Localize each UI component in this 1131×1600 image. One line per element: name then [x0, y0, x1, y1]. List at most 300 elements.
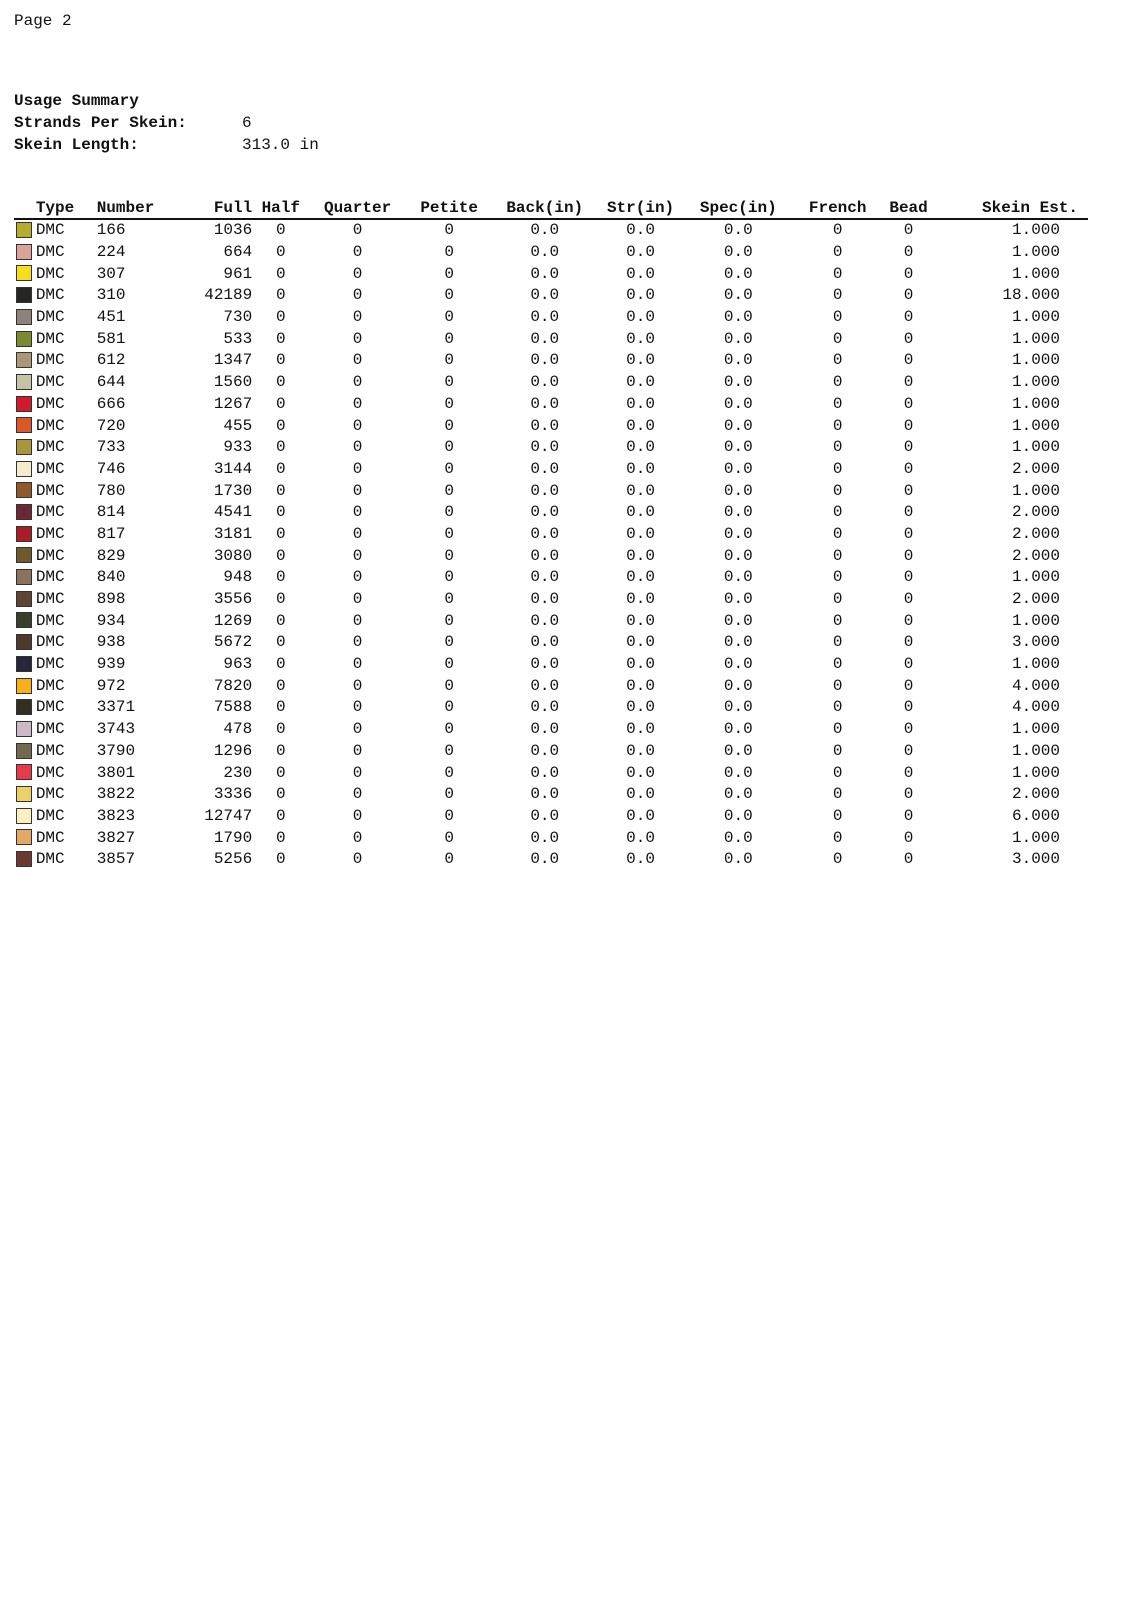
cell-petite: 0	[444, 481, 454, 500]
cell-swatch	[14, 480, 36, 502]
cell-quarter: 0	[352, 329, 363, 348]
cell-quarter: 0	[352, 655, 363, 674]
cell-spec: 0.0	[723, 503, 753, 522]
table-row	[14, 242, 1088, 264]
cell-number: 898	[96, 590, 126, 609]
cell-str: 0.0	[626, 308, 655, 327]
cell-str: 0.0	[626, 655, 655, 674]
cell-back: 0.0	[530, 481, 560, 500]
cell-swatch	[14, 502, 36, 524]
cell-bead: 0	[903, 524, 914, 543]
cell-petite: 0	[444, 438, 454, 457]
cell-full: 948	[223, 568, 253, 587]
cell-back: 0.0	[530, 329, 560, 348]
cell-skein-est: 1.000	[1011, 308, 1060, 327]
cell-bead: 0	[903, 763, 914, 782]
cell-bead: 0	[903, 590, 914, 609]
cell-type: DMC	[35, 416, 65, 435]
cell-quarter: 0	[352, 308, 363, 327]
cell-str: 0.0	[626, 394, 655, 413]
cell-french: 0	[832, 373, 843, 392]
cell-full: 4541	[213, 503, 253, 522]
cell-french: 0	[832, 676, 843, 695]
cell-type: DMC	[35, 676, 65, 695]
cell-number: 840	[96, 568, 126, 587]
cell-quarter: 0	[352, 481, 363, 500]
cell-half: 0	[275, 676, 286, 695]
cell-swatch	[14, 372, 36, 394]
cell-petite: 0	[444, 763, 454, 782]
cell-back: 0.0	[530, 611, 560, 630]
cell-swatch	[14, 827, 36, 849]
color-swatch	[16, 569, 32, 585]
color-swatch	[16, 482, 32, 498]
cell-number: 166	[96, 221, 126, 240]
cell-spec: 0.0	[723, 785, 753, 804]
cell-quarter: 0	[352, 264, 363, 283]
cell-number: 3822	[96, 785, 136, 804]
cell-spec: 0.0	[723, 308, 753, 327]
cell-full: 730	[223, 308, 253, 327]
cell-half: 0	[275, 243, 286, 262]
cell-bead: 0	[903, 329, 914, 348]
cell-quarter: 0	[352, 763, 363, 782]
table-row	[14, 545, 1088, 567]
cell-bead: 0	[903, 308, 914, 327]
cell-str: 0.0	[626, 373, 655, 392]
cell-quarter: 0	[352, 850, 363, 869]
cell-type: DMC	[35, 394, 65, 413]
cell-spec: 0.0	[723, 590, 753, 609]
cell-french: 0	[832, 633, 843, 652]
color-swatch	[16, 721, 32, 737]
cell-skein-est: 1.000	[1011, 351, 1060, 370]
cell-quarter: 0	[352, 633, 363, 652]
cell-type: DMC	[35, 590, 65, 609]
color-swatch	[16, 808, 32, 824]
cell-back: 0.0	[530, 741, 560, 760]
cell-swatch	[14, 762, 36, 784]
cell-spec: 0.0	[723, 329, 753, 348]
cell-petite: 0	[444, 416, 454, 435]
cell-number: 612	[96, 351, 126, 370]
cell-back: 0.0	[530, 438, 560, 457]
cell-type: DMC	[35, 806, 65, 825]
cell-str: 0.0	[626, 286, 655, 305]
cell-number: 310	[96, 286, 126, 305]
table-row	[14, 849, 1088, 871]
color-swatch	[16, 331, 32, 347]
cell-skein-est: 1.000	[1011, 655, 1060, 674]
cell-str: 0.0	[626, 676, 655, 695]
cell-skein-est: 1.000	[1011, 221, 1060, 240]
cell-bead: 0	[903, 806, 914, 825]
table-row	[14, 589, 1088, 611]
cell-back: 0.0	[530, 850, 560, 869]
cell-half: 0	[275, 264, 286, 283]
cell-quarter: 0	[352, 416, 363, 435]
cell-back: 0.0	[530, 828, 560, 847]
cell-full: 1036	[213, 221, 253, 240]
color-swatch	[16, 634, 32, 650]
cell-half: 0	[275, 785, 286, 804]
cell-half: 0	[275, 416, 286, 435]
cell-back: 0.0	[530, 698, 560, 717]
cell-half: 0	[275, 459, 286, 478]
cell-str: 0.0	[626, 438, 655, 457]
cell-half: 0	[275, 503, 286, 522]
cell-swatch	[14, 567, 36, 589]
color-swatch	[16, 547, 32, 563]
cell-swatch	[14, 415, 36, 437]
color-swatch	[16, 504, 32, 520]
cell-back: 0.0	[530, 763, 560, 782]
cell-type: DMC	[35, 611, 65, 630]
header-half: Half	[252, 198, 309, 219]
cell-french: 0	[832, 590, 843, 609]
cell-swatch	[14, 437, 36, 459]
cell-spec: 0.0	[723, 741, 753, 760]
table-row	[14, 437, 1088, 459]
cell-bead: 0	[903, 698, 914, 717]
color-swatch	[16, 461, 32, 477]
cell-bead: 0	[903, 655, 914, 674]
header-french: French	[793, 198, 883, 219]
cell-full: 230	[223, 763, 253, 782]
color-swatch	[16, 374, 32, 390]
cell-spec: 0.0	[723, 720, 753, 739]
cell-french: 0	[832, 763, 843, 782]
cell-type: DMC	[35, 503, 65, 522]
cell-swatch	[14, 219, 36, 242]
cell-quarter: 0	[352, 828, 363, 847]
cell-back: 0.0	[530, 503, 560, 522]
cell-quarter: 0	[352, 438, 363, 457]
table-row	[14, 827, 1088, 849]
color-swatch	[16, 699, 32, 715]
cell-type: DMC	[35, 308, 65, 327]
cell-spec: 0.0	[723, 264, 753, 283]
cell-swatch	[14, 307, 36, 329]
cell-str: 0.0	[626, 524, 655, 543]
header-quarter: Quarter	[309, 198, 406, 219]
cell-bead: 0	[903, 243, 914, 262]
cell-quarter: 0	[352, 611, 363, 630]
cell-type: DMC	[35, 438, 65, 457]
cell-full: 961	[223, 264, 253, 283]
table-row	[14, 654, 1088, 676]
cell-swatch	[14, 849, 36, 871]
cell-swatch	[14, 394, 36, 416]
cell-type: DMC	[35, 850, 65, 869]
cell-back: 0.0	[530, 590, 560, 609]
color-swatch	[16, 764, 32, 780]
table-body	[14, 219, 1088, 871]
cell-back: 0.0	[530, 806, 560, 825]
usage-summary	[14, 90, 319, 156]
cell-half: 0	[275, 394, 286, 413]
cell-petite: 0	[444, 221, 454, 240]
cell-bead: 0	[903, 720, 914, 739]
cell-petite: 0	[444, 351, 454, 370]
cell-full: 7820	[213, 676, 253, 695]
color-swatch	[16, 222, 32, 238]
cell-quarter: 0	[352, 741, 363, 760]
cell-quarter: 0	[352, 373, 363, 392]
cell-str: 0.0	[626, 806, 655, 825]
cell-full: 7588	[213, 698, 253, 717]
cell-half: 0	[275, 611, 286, 630]
cell-french: 0	[832, 351, 843, 370]
cell-str: 0.0	[626, 785, 655, 804]
cell-french: 0	[832, 850, 843, 869]
cell-number: 780	[96, 481, 126, 500]
table-row	[14, 784, 1088, 806]
cell-petite: 0	[444, 286, 454, 305]
cell-petite: 0	[444, 828, 454, 847]
cell-number: 451	[96, 308, 126, 327]
table-row	[14, 762, 1088, 784]
cell-type: DMC	[35, 481, 65, 500]
cell-back: 0.0	[530, 459, 560, 478]
cell-half: 0	[275, 850, 286, 869]
cell-str: 0.0	[626, 546, 655, 565]
cell-french: 0	[832, 741, 843, 760]
cell-back: 0.0	[530, 264, 560, 283]
cell-spec: 0.0	[723, 763, 753, 782]
cell-number: 934	[96, 611, 126, 630]
cell-quarter: 0	[352, 546, 363, 565]
cell-bead: 0	[903, 568, 914, 587]
cell-swatch	[14, 242, 36, 264]
color-swatch	[16, 309, 32, 325]
cell-type: DMC	[35, 763, 65, 782]
cell-swatch	[14, 350, 36, 372]
cell-french: 0	[832, 459, 843, 478]
cell-swatch	[14, 654, 36, 676]
cell-bead: 0	[903, 546, 914, 565]
cell-number: 720	[96, 416, 126, 435]
cell-petite: 0	[444, 329, 454, 348]
cell-half: 0	[275, 568, 286, 587]
cell-full: 5672	[213, 633, 253, 652]
cell-spec: 0.0	[723, 698, 753, 717]
cell-bead: 0	[903, 221, 914, 240]
cell-back: 0.0	[530, 633, 560, 652]
cell-type: DMC	[35, 568, 65, 587]
cell-spec: 0.0	[723, 416, 753, 435]
cell-bead: 0	[903, 373, 914, 392]
cell-french: 0	[832, 655, 843, 674]
color-swatch	[16, 526, 32, 542]
color-swatch	[16, 656, 32, 672]
cell-skein-est: 2.000	[1011, 785, 1060, 804]
skein-length-value: 313.0 in	[242, 136, 319, 154]
cell-skein-est: 4.000	[1011, 676, 1060, 695]
cell-number: 939	[96, 655, 126, 674]
cell-spec: 0.0	[723, 243, 753, 262]
cell-petite: 0	[444, 459, 454, 478]
cell-petite: 0	[444, 676, 454, 695]
cell-swatch	[14, 263, 36, 285]
cell-type: DMC	[35, 720, 65, 739]
cell-spec: 0.0	[723, 481, 753, 500]
cell-swatch	[14, 545, 36, 567]
table-row	[14, 567, 1088, 589]
table-row	[14, 328, 1088, 350]
cell-french: 0	[832, 416, 843, 435]
cell-str: 0.0	[626, 243, 655, 262]
cell-number: 3371	[96, 698, 136, 717]
cell-type: DMC	[35, 373, 65, 392]
cell-skein-est: 2.000	[1011, 459, 1060, 478]
cell-str: 0.0	[626, 221, 655, 240]
cell-swatch	[14, 610, 36, 632]
cell-french: 0	[832, 720, 843, 739]
cell-skein-est: 2.000	[1011, 546, 1060, 565]
cell-swatch	[14, 589, 36, 611]
cell-spec: 0.0	[723, 546, 753, 565]
cell-quarter: 0	[352, 785, 363, 804]
cell-full: 664	[223, 243, 253, 262]
cell-petite: 0	[444, 546, 454, 565]
cell-bead: 0	[903, 416, 914, 435]
cell-french: 0	[832, 221, 843, 240]
cell-spec: 0.0	[723, 655, 753, 674]
cell-french: 0	[832, 503, 843, 522]
cell-spec: 0.0	[723, 459, 753, 478]
table-row	[14, 502, 1088, 524]
cell-str: 0.0	[626, 264, 655, 283]
cell-petite: 0	[444, 785, 454, 804]
cell-skein-est: 1.000	[1011, 828, 1060, 847]
cell-skein-est: 1.000	[1011, 329, 1060, 348]
cell-str: 0.0	[626, 741, 655, 760]
strands-per-skein-value: 6	[242, 114, 252, 132]
cell-spec: 0.0	[723, 221, 753, 240]
cell-skein-est: 1.000	[1011, 720, 1060, 739]
cell-bead: 0	[903, 264, 914, 283]
cell-quarter: 0	[352, 286, 363, 305]
cell-full: 42189	[204, 286, 253, 305]
cell-skein-est: 1.000	[1011, 394, 1060, 413]
cell-number: 733	[96, 438, 126, 457]
cell-str: 0.0	[626, 351, 655, 370]
cell-full: 933	[223, 438, 253, 457]
table-row	[14, 263, 1088, 285]
cell-str: 0.0	[626, 698, 655, 717]
cell-petite: 0	[444, 611, 454, 630]
cell-full: 455	[223, 416, 253, 435]
cell-swatch	[14, 784, 36, 806]
cell-swatch	[14, 675, 36, 697]
cell-bead: 0	[903, 785, 914, 804]
cell-full: 3181	[213, 524, 253, 543]
cell-number: 3743	[96, 720, 136, 739]
cell-number: 224	[96, 243, 126, 262]
cell-skein-est: 1.000	[1011, 741, 1060, 760]
cell-type: DMC	[35, 785, 65, 804]
cell-full: 3144	[213, 459, 253, 478]
cell-full: 533	[223, 329, 253, 348]
cell-skein-est: 1.000	[1011, 481, 1060, 500]
cell-type: DMC	[35, 698, 65, 717]
cell-half: 0	[275, 655, 286, 674]
cell-full: 1790	[213, 828, 253, 847]
cell-skein-est: 1.000	[1011, 416, 1060, 435]
cell-type: DMC	[35, 329, 65, 348]
color-swatch	[16, 612, 32, 628]
cell-spec: 0.0	[723, 828, 753, 847]
cell-half: 0	[275, 698, 286, 717]
cell-str: 0.0	[626, 590, 655, 609]
header-spec: Spec(in)	[684, 198, 792, 219]
cell-str: 0.0	[626, 416, 655, 435]
cell-half: 0	[275, 221, 286, 240]
cell-swatch	[14, 806, 36, 828]
cell-back: 0.0	[530, 243, 560, 262]
cell-full: 1347	[213, 351, 253, 370]
header-bead: Bead	[883, 198, 934, 219]
usage-table	[14, 198, 1088, 871]
cell-number: 3857	[96, 850, 136, 869]
cell-quarter: 0	[352, 503, 363, 522]
cell-spec: 0.0	[723, 394, 753, 413]
cell-skein-est: 2.000	[1011, 590, 1060, 609]
cell-bead: 0	[903, 459, 914, 478]
cell-number: 938	[96, 633, 126, 652]
cell-half: 0	[275, 720, 286, 739]
cell-back: 0.0	[530, 785, 560, 804]
cell-type: DMC	[35, 828, 65, 847]
cell-back: 0.0	[530, 655, 560, 674]
cell-half: 0	[275, 308, 286, 327]
cell-full: 1269	[213, 611, 253, 630]
cell-petite: 0	[444, 741, 454, 760]
color-swatch	[16, 678, 32, 694]
cell-bead: 0	[903, 741, 914, 760]
cell-petite: 0	[444, 394, 454, 413]
table-row	[14, 675, 1088, 697]
cell-swatch	[14, 719, 36, 741]
cell-skein-est: 6.000	[1011, 806, 1060, 825]
cell-bead: 0	[903, 503, 914, 522]
cell-petite: 0	[444, 806, 454, 825]
cell-number: 581	[96, 329, 126, 348]
cell-french: 0	[832, 394, 843, 413]
cell-skein-est: 3.000	[1011, 633, 1060, 652]
cell-number: 644	[96, 373, 126, 392]
cell-petite: 0	[444, 243, 454, 262]
strands-per-skein-label: Strands Per Skein:	[14, 114, 187, 132]
color-swatch	[16, 786, 32, 802]
cell-full: 5256	[213, 850, 253, 869]
cell-skein-est: 1.000	[1011, 763, 1060, 782]
cell-quarter: 0	[352, 394, 363, 413]
table-row	[14, 480, 1088, 502]
cell-str: 0.0	[626, 633, 655, 652]
cell-number: 829	[96, 546, 126, 565]
cell-number: 3823	[96, 806, 136, 825]
color-swatch	[16, 352, 32, 368]
header-full: Full	[183, 198, 252, 219]
cell-half: 0	[275, 524, 286, 543]
color-swatch	[16, 743, 32, 759]
cell-french: 0	[832, 698, 843, 717]
cell-french: 0	[832, 438, 843, 457]
header-skein-est: Skein Est.	[934, 198, 1088, 219]
cell-type: DMC	[35, 741, 65, 760]
